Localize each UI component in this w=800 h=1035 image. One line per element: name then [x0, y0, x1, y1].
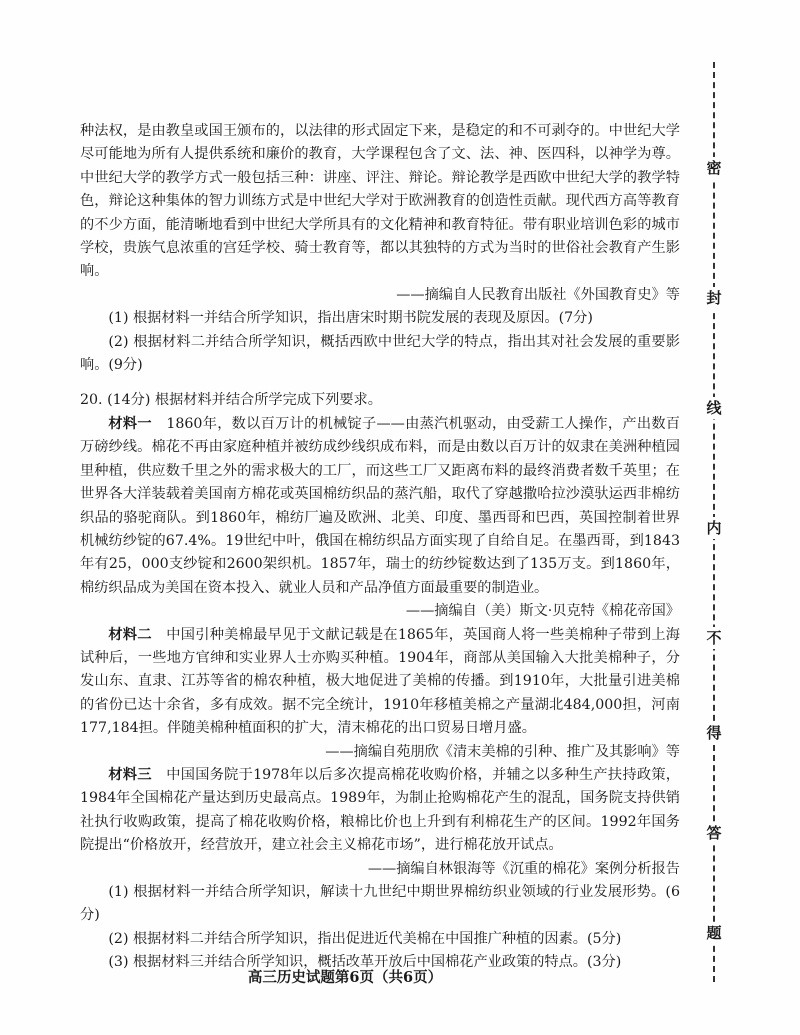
page-content — [80, 120, 680, 975]
seal-char-4: 内 — [703, 517, 725, 539]
seal-char-7: 答 — [703, 822, 725, 844]
question19-continued — [80, 120, 680, 377]
q20-material3 — [80, 764, 680, 858]
q19-sub2: (2) 根据材料二并结合所学知识，概括西欧中世纪大学的特点，指出其对社会发展的重要影响。(9分) — [80, 333, 680, 374]
seal-char-5: 不 — [703, 627, 725, 649]
q19-questions — [80, 307, 680, 377]
material2-text: 中国引种美棉最早见于文献记载是在1865年，英国商人将一些美棉种子带到上海试种后，一些地方官绅和实业界人士亦购买种植。1904年，商部从美国输入大批美棉种子，分发山东、直隶、江苏等省的棉农种植，极大地促进了美棉的传播。到1910年，大批量引进美棉的省份已达十余省，多有成效。据不完全统计，1910年移植美棉之产量湖北484,000担，河南177,184担。伴随美棉种植面积的扩大，清末棉花的出口贸易日增月盛。 — [80, 626, 680, 737]
material3-text: 中国国务院于1978年以后多次提高棉花收购价格，并辅之以多种生产扶持政策，1984年全国棉花产量达到历史最高点。1989年，为制止抢购棉花产生的混乱，国务院支持供销社执行收购政策，提高了棉花收购价格，粮棉比价也上升到有利棉花生产的区间。1992年国务院提出“价格放开，经营放开，建立社会主义棉花市场”，进行棉花放开试点。 — [80, 766, 680, 854]
q20-sub2: (2) 根据材料二并结合所学知识，指出促进近代美棉在中国推广种植的因素。(5分) — [108, 930, 622, 947]
material2-label: 材料二 — [108, 626, 152, 643]
material3-source: ——摘编自林银海等《沉重的棉花》案例分析报告 — [367, 860, 680, 877]
material3-label: 材料三 — [108, 766, 152, 783]
q20-material1 — [80, 413, 680, 600]
seal-char-3: 线 — [703, 397, 725, 419]
material1-source: ——摘编自（美）斯文·贝克特《棉花帝国》 — [405, 603, 680, 620]
q20-questions — [80, 881, 680, 975]
q19-sub1: (1) 根据材料一并结合所学知识，指出唐宋时期书院发展的表现及原因。(7分) — [108, 310, 593, 327]
q20-material2 — [80, 624, 680, 741]
question20 — [80, 389, 680, 974]
seal-char-6: 得 — [703, 722, 725, 744]
q20-sub3: (3) 根据材料三并结合所学知识，概括改革开放后中国棉花产业政策的特点。(3分) — [108, 954, 622, 971]
seal-char-1: 密 — [703, 157, 725, 179]
seal-char-8: 题 — [703, 922, 725, 944]
q19-source: ——摘编自人民教育出版社《外国教育史》等 — [396, 286, 680, 303]
page-footer: 高三历史试题第6页（共6页） — [247, 969, 443, 986]
material1-text: 1860年，数以百万计的机械锭子——由蒸汽机驱动，由受薪工人操作，产出数百万磅纱线。棉花不再由家庭种植并被纺成纱线织成布料，而是由数以百万计的奴隶在美洲种植园里种植，供应数千里之外的需求极大的工厂，而这些工厂又距离布料的最终消费者数千英里；在世界各大洋装载着美国南方棉花或英国棉纺织品的蒸汽船，取代了穿越撒哈拉沙漠驮运西非棉纺织品的骆驼商队。到1860年，棉纺厂遍及欧洲、北美、印度、墨西哥和巴西，英国控制着世界机械纺纱锭的67.4%。19世纪中叶，俄国在棉纺织品方面实现了自给自足。在墨西哥，到1843年有25，000支纱锭和2600架织机。1857年，瑞士的纺纱锭数达到了135万支。到1860年，棉纺织品成为美国在资本投入、就业人员和产品净值方面最重要的制造业。 — [80, 415, 680, 596]
q20-header: 20. (14分) 根据材料并结合所学完成下列要求。 — [80, 392, 382, 409]
material2-source: ——摘编自苑朋欣《清末美棉的引种、推广及其影响》等 — [325, 743, 680, 760]
q19-material2-paragraph: 种法权，是由教皇或国王颁布的，以法律的形式固定下来，是稳定的和不可剥夺的。中世纪大学尽可能地为所有人提供系统和廉价的教育，大学课程包含了文、法、神、医四科，以神学为尊。中世纪大学的教学方式一般包括三种：讲座、评注、辩论。辩论教学是西欧中世纪大学的教学特色，辩论这种集体的智力训练方式是中世纪大学对于欧洲教育的创造性贡献。现代西方高等教育的不少方面，能清晰地看到中世纪大学所具有的文化精神和教育特征。带有职业培训色彩的城市学校，贵族气息浓重的宫廷学校、骑士教育等，都以其独特的方式为当时的世俗社会教育产生影响。 — [80, 123, 680, 280]
seal-line — [706, 62, 722, 982]
material1-label: 材料一 — [108, 415, 152, 432]
seal-char-2: 封 — [703, 287, 725, 309]
q20-sub1: (1) 根据材料一并结合所学知识，解读十九世纪中期世界棉纺织业领域的行业发展形势。(6分) — [80, 884, 680, 924]
